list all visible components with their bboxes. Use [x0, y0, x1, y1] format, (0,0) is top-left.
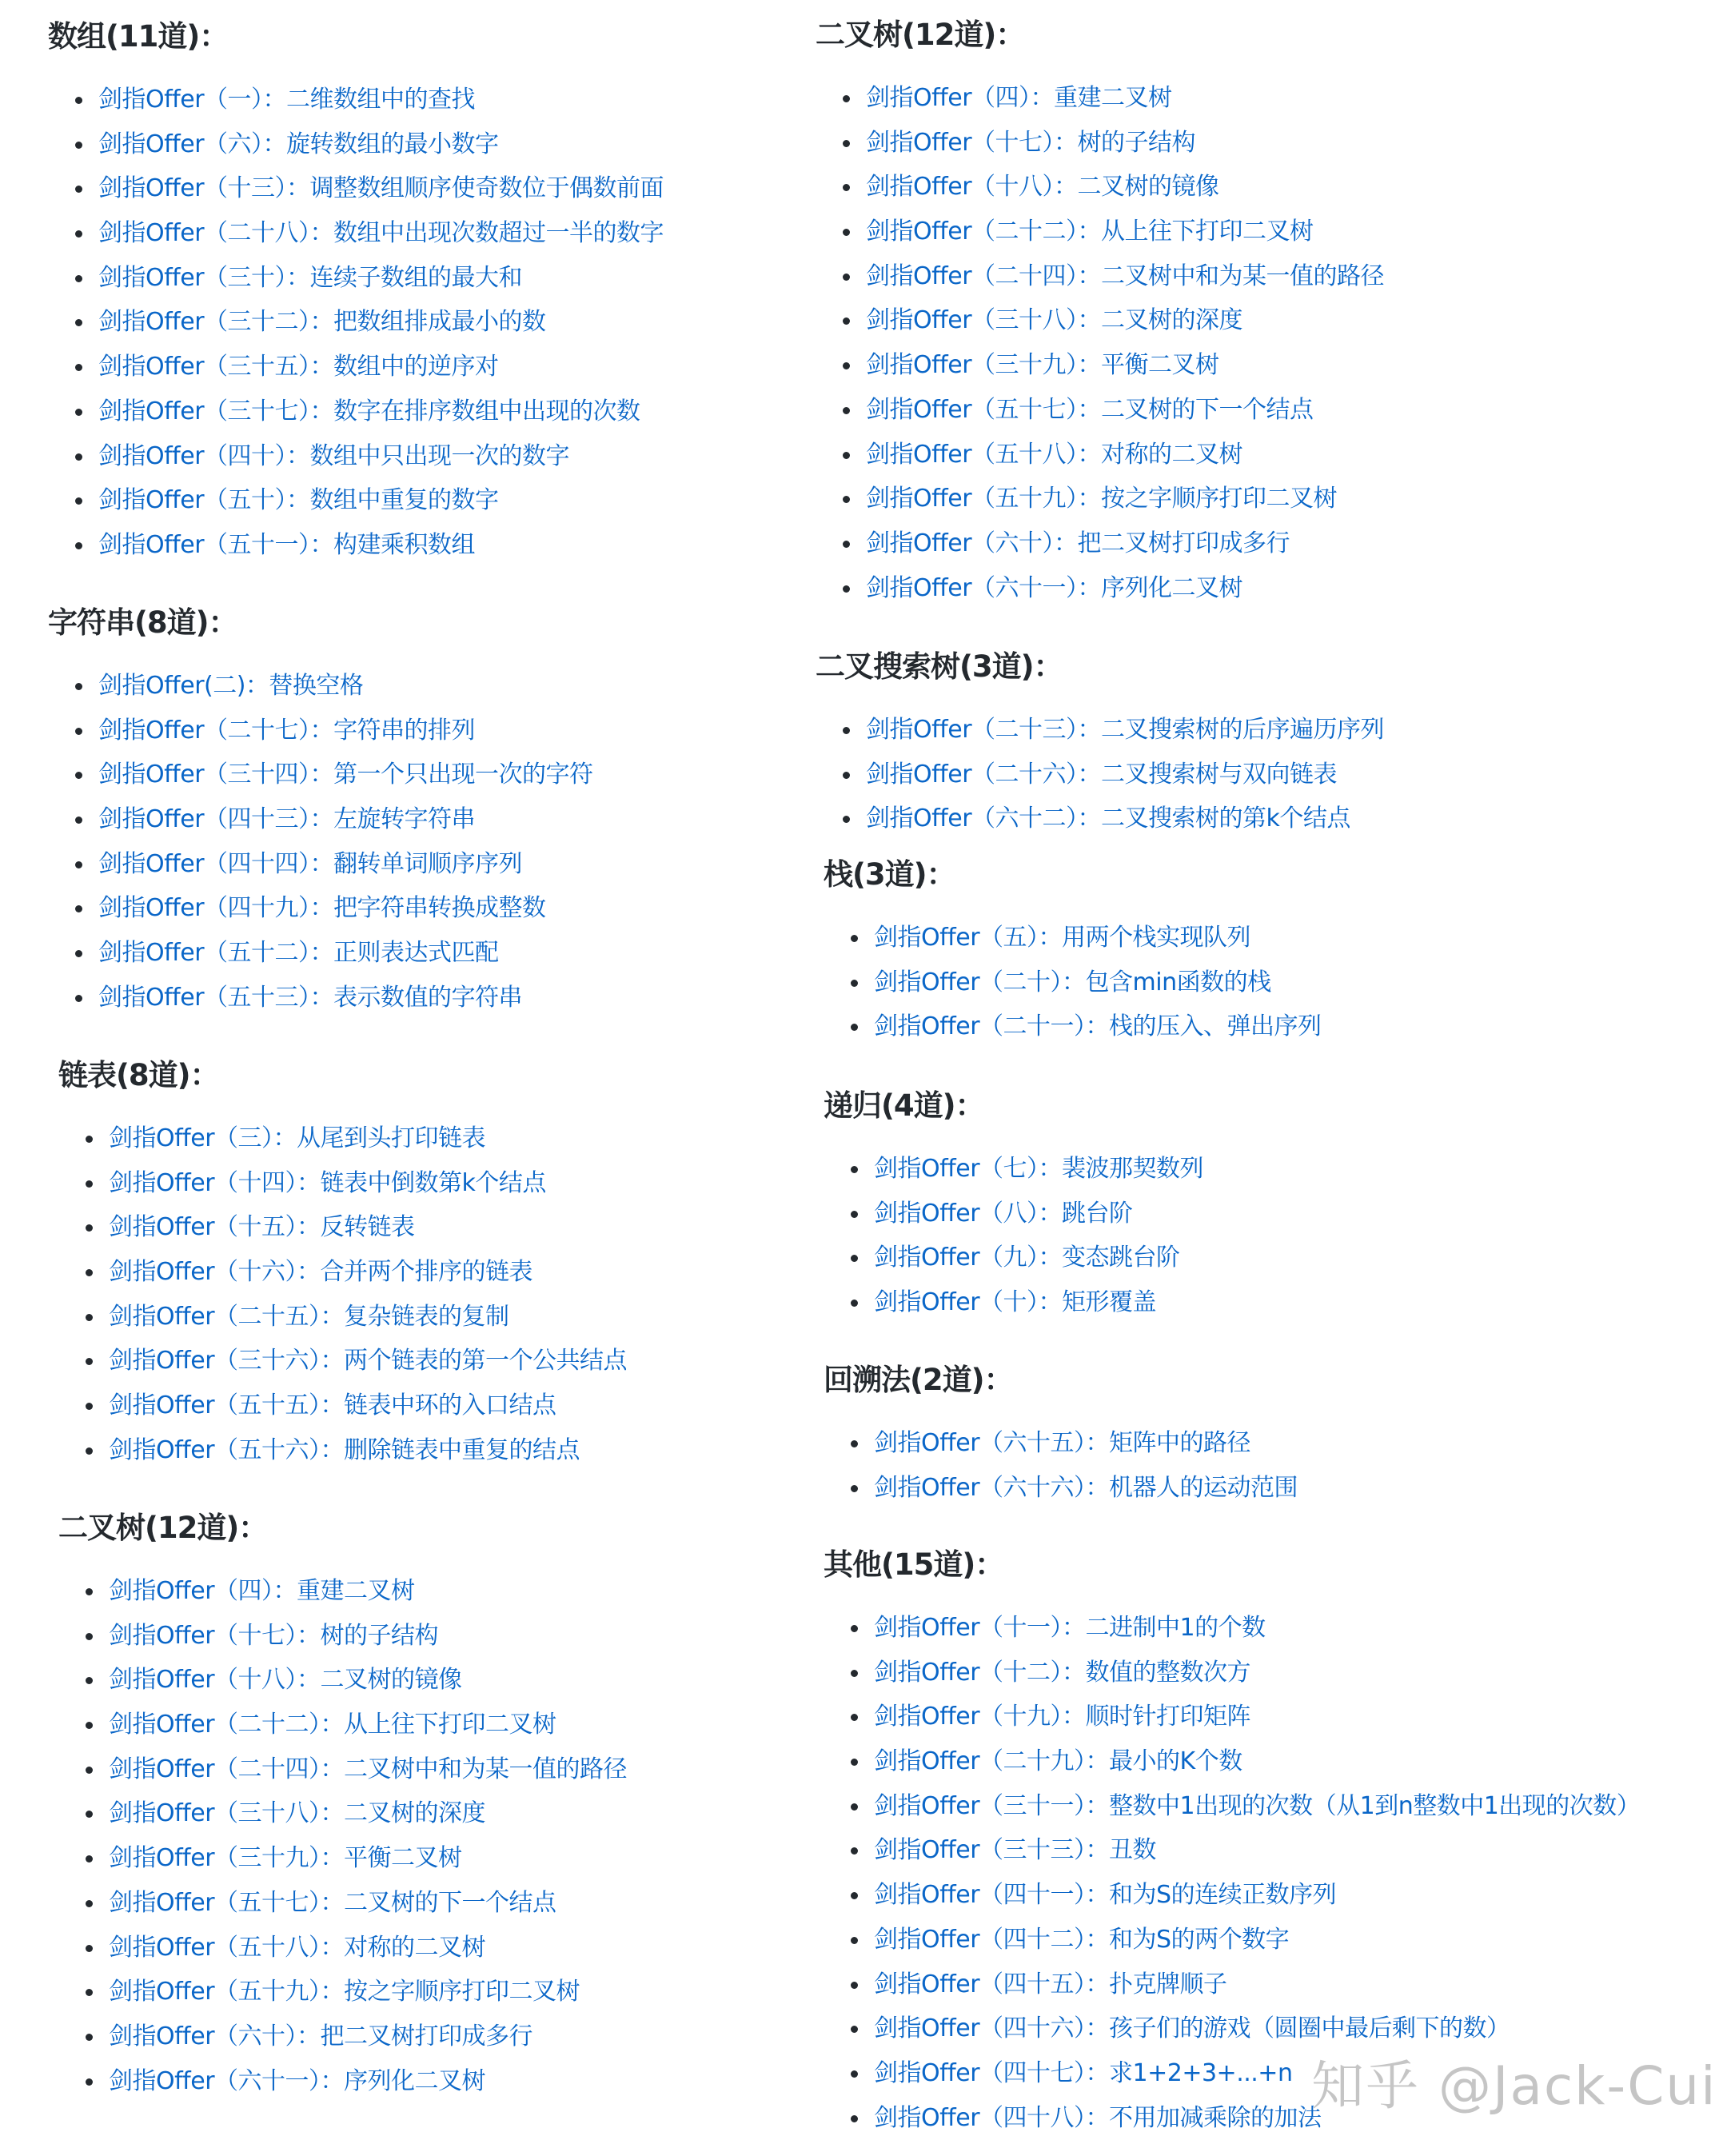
bullet-icon: [86, 2078, 93, 2086]
problem-link[interactable]: 剑指Offer（三十一）：整数中1出现的次数（从1到n整数中1出现的次数）: [874, 1791, 1641, 1820]
bullet-icon: [86, 1811, 93, 1818]
list-item: [58, 1569, 627, 1614]
problem-link[interactable]: 剑指Offer（四十八）：不用加减乘除的加法: [874, 2103, 1322, 2132]
section: [824, 855, 1322, 1049]
bullet-icon: [851, 1803, 858, 1811]
problem-link[interactable]: 剑指Offer（十九）：顺时针打印矩阵: [874, 1703, 1251, 1731]
bullet-icon: [843, 317, 850, 325]
list-item: [816, 521, 1384, 566]
bullet-icon: [851, 1759, 858, 1766]
problem-link[interactable]: 剑指Offer（十七）：树的子结构: [866, 128, 1196, 157]
problem-link[interactable]: 剑指Offer（六十）：把二叉树打印成多行: [109, 2022, 533, 2050]
bullet-icon: [86, 1447, 93, 1455]
list-item: [58, 1970, 627, 2014]
problem-link[interactable]: 剑指Offer（二十二）：从上往下打印二叉树: [866, 218, 1314, 246]
bullet-icon: [86, 1314, 93, 1321]
bullet-icon: [843, 541, 850, 548]
problem-link[interactable]: 剑指Offer（五十）：数组中重复的数字: [98, 486, 499, 515]
problem-link[interactable]: 剑指Offer（六十一）：序列化二叉树: [109, 2066, 486, 2095]
problem-list: [48, 78, 664, 568]
list-item: [48, 211, 664, 256]
list-item: [816, 210, 1384, 254]
problem-link[interactable]: 剑指Offer（四十六）：孩子们的游戏（圆圈中最后剩下的数）: [874, 2014, 1510, 2043]
bullet-icon: [851, 1625, 858, 1632]
list-item: [58, 1205, 627, 1250]
problem-link[interactable]: 剑指Offer（二十九）：最小的K个数: [874, 1747, 1242, 1776]
problem-link[interactable]: 剑指Offer（四十九）：把字符串转换成整数: [98, 894, 546, 923]
problem-link[interactable]: 剑指Offer（十五）：反转链表: [109, 1213, 415, 1242]
bullet-icon: [851, 1670, 858, 1677]
list-item: [824, 1695, 1640, 1739]
list-item: [48, 345, 664, 389]
list-item: [58, 2014, 627, 2059]
bullet-icon: [75, 319, 82, 326]
problem-link[interactable]: 剑指Offer（四）：重建二叉树: [109, 1577, 415, 1605]
bullet-icon: [75, 542, 82, 549]
list-item: [816, 797, 1384, 841]
bullet-icon: [86, 1900, 93, 1907]
bullet-icon: [86, 1855, 93, 1863]
bullet-icon: [851, 1937, 858, 1944]
problem-link[interactable]: 剑指Offer（二十八）：数组中出现次数超过一半的数字: [98, 219, 664, 248]
bullet-icon: [843, 727, 850, 734]
bullet-icon: [851, 1440, 858, 1447]
bullet-icon: [851, 1166, 858, 1173]
problem-link[interactable]: 剑指Offer（三十三）：丑数: [874, 1836, 1157, 1865]
problem-link[interactable]: 剑指Offer（二十四）：二叉树中和为某一值的路径: [109, 1755, 628, 1783]
bullet-icon: [851, 2070, 858, 2078]
problem-link[interactable]: 剑指Offer（五十二）：正则表达式匹配: [98, 939, 499, 968]
list-item: [824, 1236, 1203, 1280]
problem-link[interactable]: 剑指Offer（五十五）：链表中环的入口结点: [109, 1391, 556, 1420]
problem-list: [816, 708, 1384, 841]
problem-link[interactable]: 剑指Offer（二十三）：二叉搜索树的后序遍历序列: [866, 716, 1385, 744]
problem-link[interactable]: 剑指Offer（十）：矩形覆盖: [874, 1288, 1157, 1317]
problem-list: [48, 664, 593, 1020]
problem-link[interactable]: 剑指Offer（三十七）：数字在排序数组中出现的次数: [98, 397, 640, 425]
list-item: [58, 1614, 627, 1659]
bullet-icon: [843, 229, 850, 236]
problem-link[interactable]: 剑指Offer（四十）：数组中只出现一次的数字: [98, 441, 570, 470]
bullet-icon: [843, 407, 850, 414]
bullet-icon: [86, 1136, 93, 1143]
bullet-icon: [86, 1722, 93, 1729]
problem-link[interactable]: 剑指Offer（四）：重建二叉树: [866, 84, 1172, 112]
list-item: [48, 709, 593, 753]
list-item: [48, 797, 593, 842]
bullet-icon: [843, 362, 850, 369]
list-item: [48, 478, 664, 523]
bullet-icon: [75, 230, 82, 238]
bullet-icon: [75, 995, 82, 1002]
bullet-icon: [843, 95, 850, 102]
problem-link[interactable]: 剑指Offer（九）：变态跳台阶: [874, 1244, 1180, 1272]
list-item: [58, 1658, 627, 1703]
section: [48, 17, 664, 568]
problem-link[interactable]: 剑指Offer（四十一）：和为S的连续正数序列: [874, 1881, 1337, 1910]
bullet-icon: [851, 2026, 858, 2033]
problem-link[interactable]: 剑指Offer（八）：跳台阶: [874, 1199, 1133, 1228]
section-heading: 二叉搜索树(3道)：: [816, 649, 1063, 684]
problem-link[interactable]: 剑指Offer（三十六）：两个链表的第一个公共结点: [109, 1347, 628, 1375]
problem-link[interactable]: 剑指Offer（五）：用两个栈实现队列: [874, 924, 1251, 952]
problem-link[interactable]: 剑指Offer（十三）：调整数组顺序使奇数位于偶数前面: [98, 174, 664, 203]
problem-link[interactable]: 剑指Offer（十六）：合并两个排序的链表: [109, 1258, 533, 1287]
problem-link[interactable]: 剑指Offer（三十八）：二叉树的深度: [109, 1799, 486, 1828]
bullet-icon: [851, 1300, 858, 1307]
bullet-icon: [86, 1633, 93, 1640]
list-item: [824, 1147, 1203, 1192]
problem-link[interactable]: 剑指Offer（二十二）：从上往下打印二叉树: [109, 1711, 556, 1739]
problem-link[interactable]: 剑指Offer（二十六）：二叉搜索树与双向链表: [866, 760, 1338, 789]
problem-link[interactable]: 剑指Offer（十一）：二进制中1的个数: [874, 1614, 1266, 1642]
section: [58, 1056, 627, 1473]
list-item: [48, 300, 664, 345]
problem-link[interactable]: 剑指Offer（二十五）：复杂链表的复制: [109, 1302, 509, 1331]
problem-link[interactable]: 剑指Offer（十七）：树的子结构: [109, 1621, 439, 1650]
problem-link[interactable]: 剑指Offer（六十一）：序列化二叉树: [866, 573, 1243, 602]
bullet-icon: [75, 409, 82, 416]
problem-link[interactable]: 剑指Offer（五十九）：按之字顺序打印二叉树: [866, 485, 1338, 513]
bullet-icon: [86, 1945, 93, 1952]
list-item: [816, 298, 1384, 343]
list-item: [58, 1881, 627, 1926]
section: [58, 1508, 627, 2103]
bullet-icon: [851, 1024, 858, 1031]
bullet-icon: [851, 2115, 858, 2122]
problem-link[interactable]: 剑指Offer（四十五）：扑克牌顺子: [874, 1970, 1227, 1998]
bullet-icon: [843, 140, 850, 147]
problem-link[interactable]: 剑指Offer（五十七）：二叉树的下一个结点: [109, 1888, 556, 1917]
list-item: [824, 1739, 1640, 1784]
problem-link[interactable]: 剑指Offer（六）：旋转数组的最小数字: [98, 130, 499, 158]
bullet-icon: [843, 452, 850, 459]
watermark: 知乎 @Jack-Cui: [1311, 2055, 1717, 2117]
problem-list: [824, 1421, 1298, 1510]
list-item: [58, 1791, 627, 1836]
bullet-icon: [851, 1485, 858, 1492]
list-item: [58, 1383, 627, 1428]
problem-link[interactable]: 剑指Offer（二十七）：字符串的排列: [98, 716, 476, 745]
list-item: [824, 1421, 1298, 1466]
problem-link[interactable]: 剑指Offer（四十二）：和为S的两个数字: [874, 1925, 1290, 1954]
list-item: [58, 1747, 627, 1792]
list-item: [48, 886, 593, 931]
list-item: [48, 389, 664, 434]
bullet-icon: [75, 861, 82, 868]
bullet-icon: [86, 1677, 93, 1684]
list-item: [58, 1339, 627, 1383]
problem-link[interactable]: 剑指Offer（六十）：把二叉树打印成多行: [866, 529, 1290, 557]
list-item: [58, 1836, 627, 1881]
bullet-icon: [851, 1211, 858, 1218]
bullet-icon: [75, 683, 82, 690]
problem-link[interactable]: 剑指Offer（二十）：包含min函数的栈: [874, 968, 1271, 996]
problem-link[interactable]: 剑指Offer（五十九）：按之字顺序打印二叉树: [109, 1978, 580, 2006]
bullet-icon: [86, 1403, 93, 1410]
problem-link[interactable]: 剑指Offer（三十）：连续子数组的最大和: [98, 263, 523, 292]
list-item: [816, 433, 1384, 477]
list-item: [48, 842, 593, 887]
section-heading: 链表(8道)：: [58, 1058, 219, 1092]
list-item: [48, 976, 593, 1020]
list-item: [58, 1161, 627, 1206]
list-item: [816, 343, 1384, 388]
bullet-icon: [75, 905, 82, 912]
problem-list: [824, 1147, 1203, 1325]
problem-link[interactable]: 剑指Offer（二十四）：二叉树中和为某一值的路径: [866, 262, 1385, 290]
problem-link[interactable]: 剑指Offer（四十三）：左旋转字符串: [98, 805, 476, 834]
problem-link[interactable]: 剑指Offer（五十八）：对称的二叉树: [109, 1933, 486, 1962]
list-item: [824, 1466, 1298, 1511]
problem-link[interactable]: 剑指Offer（十二）：数值的整数次方: [874, 1658, 1251, 1687]
bullet-icon: [75, 772, 82, 779]
section-heading: 栈(3道)：: [824, 857, 955, 892]
bullet-icon: [86, 1767, 93, 1774]
bullet-icon: [851, 1892, 858, 1899]
problem-link[interactable]: 剑指Offer(二)：替换空格: [98, 672, 364, 700]
bullet-icon: [843, 496, 850, 503]
bullet-icon: [86, 1180, 93, 1188]
list-item: [816, 708, 1384, 753]
problem-link[interactable]: 剑指Offer（十八）：二叉树的镜像: [109, 1666, 462, 1695]
list-item: [48, 256, 664, 301]
bullet-icon: [843, 585, 850, 593]
bullet-icon: [86, 1269, 93, 1276]
problem-link[interactable]: 剑指Offer（六十五）：矩阵中的路径: [874, 1429, 1251, 1457]
problem-link[interactable]: 剑指Offer（三十八）：二叉树的深度: [866, 306, 1243, 335]
section: [816, 647, 1384, 841]
problem-link[interactable]: 剑指Offer（三十四）：第一个只出现一次的字符: [98, 761, 593, 789]
bullet-icon: [75, 950, 82, 957]
problem-link[interactable]: 剑指Offer（六十六）：机器人的运动范围: [874, 1473, 1298, 1502]
bullet-icon: [75, 497, 82, 505]
bullet-icon: [75, 186, 82, 193]
list-item: [48, 434, 664, 479]
section-heading: 二叉树(12道)：: [58, 1511, 268, 1545]
list-item: [58, 1428, 627, 1473]
bullet-icon: [851, 1255, 858, 1262]
bullet-icon: [75, 728, 82, 735]
list-item: [824, 1651, 1640, 1695]
bullet-icon: [86, 1588, 93, 1595]
problem-link[interactable]: 剑指Offer（五十六）：删除链表中重复的结点: [109, 1435, 580, 1464]
problem-link[interactable]: 剑指Offer（七）：裴波那契数列: [874, 1155, 1204, 1183]
list-item: [824, 1962, 1640, 2007]
list-item: [824, 1004, 1322, 1049]
problem-link[interactable]: 剑指Offer（十八）：二叉树的镜像: [866, 173, 1219, 202]
bullet-icon: [851, 935, 858, 942]
bullet-icon: [86, 1224, 93, 1232]
list-item: [824, 1784, 1640, 1829]
section-heading: 数组(11道)：: [48, 19, 229, 54]
bullet-icon: [86, 1358, 93, 1365]
problem-link[interactable]: 剑指Offer（五十三）：表示数值的字符串: [98, 983, 523, 1012]
list-item: [824, 960, 1322, 1005]
list-item: [824, 916, 1322, 960]
section: [816, 15, 1384, 610]
bullet-icon: [86, 1989, 93, 1996]
list-item: [816, 121, 1384, 166]
problem-list: [58, 1116, 627, 1473]
list-item: [58, 1926, 627, 1970]
bullet-icon: [75, 275, 82, 282]
list-item: [816, 254, 1384, 299]
problem-link[interactable]: 剑指Offer（一）：二维数组中的查找: [98, 86, 476, 114]
section-heading: 回溯法(2道)：: [824, 1363, 1013, 1397]
problem-link[interactable]: 剑指Offer（二十一）：栈的压入、弹出序列: [874, 1012, 1322, 1041]
section: [48, 603, 593, 1020]
list-item: [58, 1116, 627, 1161]
problem-link[interactable]: 剑指Offer（五十一）：构建乘积数组: [98, 530, 476, 559]
list-item: [58, 1295, 627, 1340]
bullet-icon: [843, 772, 850, 779]
problem-link[interactable]: 剑指Offer（四十七）：求1+2+3+...+n: [874, 2058, 1293, 2087]
problem-link[interactable]: 剑指Offer（三十九）：平衡二叉树: [109, 1844, 462, 1873]
bullet-icon: [75, 142, 82, 149]
bullet-icon: [851, 980, 858, 987]
bullet-icon: [75, 97, 82, 104]
section-heading: 二叉树(12道)：: [816, 18, 1025, 52]
bullet-icon: [75, 453, 82, 461]
list-item: [48, 931, 593, 976]
list-item: [824, 1280, 1203, 1325]
bullet-icon: [843, 184, 850, 191]
problem-list: [816, 76, 1384, 610]
list-item: [816, 566, 1384, 611]
problem-link[interactable]: 剑指Offer（五十七）：二叉树的下一个结点: [866, 395, 1314, 424]
bullet-icon: [75, 816, 82, 824]
list-item: [48, 664, 593, 709]
list-item: [816, 165, 1384, 210]
problem-link[interactable]: 剑指Offer（四十四）：翻转单词顺序序列: [98, 849, 523, 878]
list-item: [816, 76, 1384, 121]
list-item: [816, 477, 1384, 521]
list-item: [48, 753, 593, 797]
problem-link[interactable]: 剑指Offer（六十二）：二叉搜索树的第k个结点: [866, 805, 1350, 833]
bullet-icon: [75, 364, 82, 371]
bullet-icon: [843, 273, 850, 281]
bullet-icon: [851, 1714, 858, 1721]
list-item: [48, 166, 664, 211]
list-item: [58, 1703, 627, 1747]
problem-link[interactable]: 剑指Offer（三十五）：数组中的逆序对: [98, 353, 499, 381]
list-item: [58, 1250, 627, 1295]
section: [824, 1086, 1203, 1325]
bullet-icon: [843, 816, 850, 823]
list-item: [48, 78, 664, 122]
bullet-icon: [851, 1982, 858, 1989]
list-item: [816, 388, 1384, 433]
problem-link[interactable]: 剑指Offer（五十八）：对称的二叉树: [866, 440, 1243, 469]
problem-link[interactable]: 剑指Offer（三十九）：平衡二叉树: [866, 351, 1219, 380]
list-item: [824, 1828, 1640, 1873]
problem-list: [824, 916, 1322, 1049]
section: [824, 1360, 1298, 1510]
list-item: [816, 753, 1384, 797]
section-heading: 递归(4道)：: [824, 1088, 984, 1123]
list-item: [824, 1918, 1640, 1962]
list-item: [824, 1606, 1640, 1651]
section-heading: 字符串(8道)：: [48, 605, 237, 640]
list-item: [824, 1192, 1203, 1236]
section-heading: 其他(15道)：: [824, 1547, 1004, 1582]
problem-link[interactable]: 剑指Offer（十四）：链表中倒数第k个结点: [109, 1168, 546, 1197]
problem-list: [58, 1569, 627, 2103]
problem-link[interactable]: 剑指Offer（三）：从尾到头打印链表: [109, 1124, 486, 1152]
list-item: [48, 523, 664, 568]
list-item: [58, 2059, 627, 2104]
list-item: [48, 122, 664, 167]
list-item: [824, 1873, 1640, 1918]
bullet-icon: [86, 2034, 93, 2041]
problem-link[interactable]: 剑指Offer（三十二）：把数组排成最小的数: [98, 308, 546, 337]
bullet-icon: [851, 1847, 858, 1855]
